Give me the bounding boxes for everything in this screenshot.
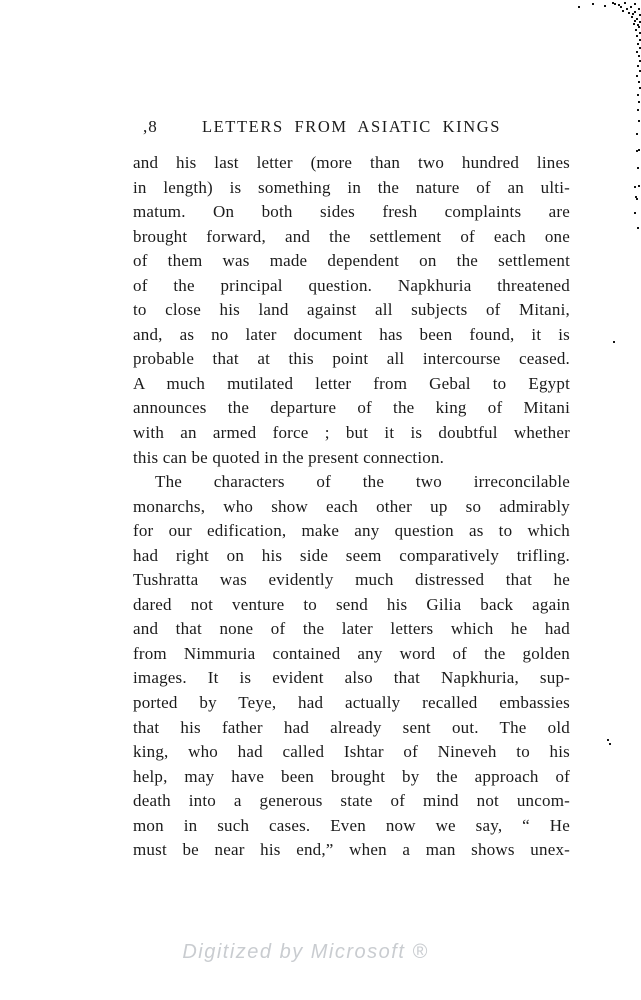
text-line: and that none of the later letters which he had xyxy=(133,619,570,639)
scan-speck xyxy=(609,743,611,745)
text-line: and his last letter (more than two hundred lines xyxy=(133,153,570,172)
text-line: death into a generous state of mind not uncom- xyxy=(133,791,570,811)
text-line: brought forward, and the settlement of each one xyxy=(133,226,570,246)
scan-speck xyxy=(635,196,637,198)
text-line: in length) is something in the nature of an ulti- xyxy=(133,177,570,197)
text-line: for our edification, make any question as to which xyxy=(133,521,570,541)
text-line: Tushratta was evidently much distressed that he xyxy=(133,570,570,590)
text-line: A much mutilated letter from Gebal to Egypt xyxy=(133,373,570,393)
text-line: this can be quoted in the present connection. xyxy=(133,447,445,467)
scan-noise-top-right xyxy=(612,2,614,4)
text-line: The characters of the two irreconcilable xyxy=(155,472,570,492)
page-number: ,8 xyxy=(143,117,158,136)
text-line: and, as no later document has been found, it is xyxy=(133,324,570,344)
text-line: probable that at this point all intercourse ceased. xyxy=(133,349,570,369)
text-line: images. It is evident also that Napkhuria, sup- xyxy=(133,668,570,688)
text-line: had right on his side seem comparatively trifling. xyxy=(133,545,570,565)
text-line: that his father had already sent out. The old xyxy=(133,717,570,737)
text-line: ported by Teye, had actually recalled embassies xyxy=(133,693,570,713)
text-line: with an armed force ; but it is doubtful whether xyxy=(133,423,570,443)
scan-speck xyxy=(636,150,638,152)
text-line: dared not venture to send his Gilia back again xyxy=(133,594,570,614)
scan-speck xyxy=(607,739,609,741)
scan-speck xyxy=(613,341,615,343)
text-line: mon in such cases. Even now we say, “ He xyxy=(133,815,570,835)
text-line: to close his land against all subjects of Mitani, xyxy=(133,300,570,320)
body-text xyxy=(133,151,570,863)
text-line: of the principal question. Napkhuria threatened xyxy=(133,275,570,295)
page-header xyxy=(133,117,570,141)
text-line: must be near his end,” when a man shows unex- xyxy=(133,840,570,860)
text-line: monarchs, who show each other up so admirably xyxy=(133,496,570,516)
text-line: announces the departure of the king of Mitani xyxy=(133,398,570,418)
text-line: matum. On both sides fresh complaints are xyxy=(133,202,570,222)
running-title: LETTERS FROM ASIATIC KINGS xyxy=(201,117,502,136)
text-line: king, who had called Ishtar of Nineveh to his xyxy=(133,742,570,762)
text-line: from Nimmuria contained any word of the golden xyxy=(133,643,570,663)
text-line: help, may have been brought by the approach of xyxy=(133,766,570,786)
text-line: of them was made dependent on the settlement xyxy=(133,251,570,271)
scan-speck xyxy=(634,186,636,188)
digitized-watermark: Digitized by Microsoft ® xyxy=(182,941,429,963)
